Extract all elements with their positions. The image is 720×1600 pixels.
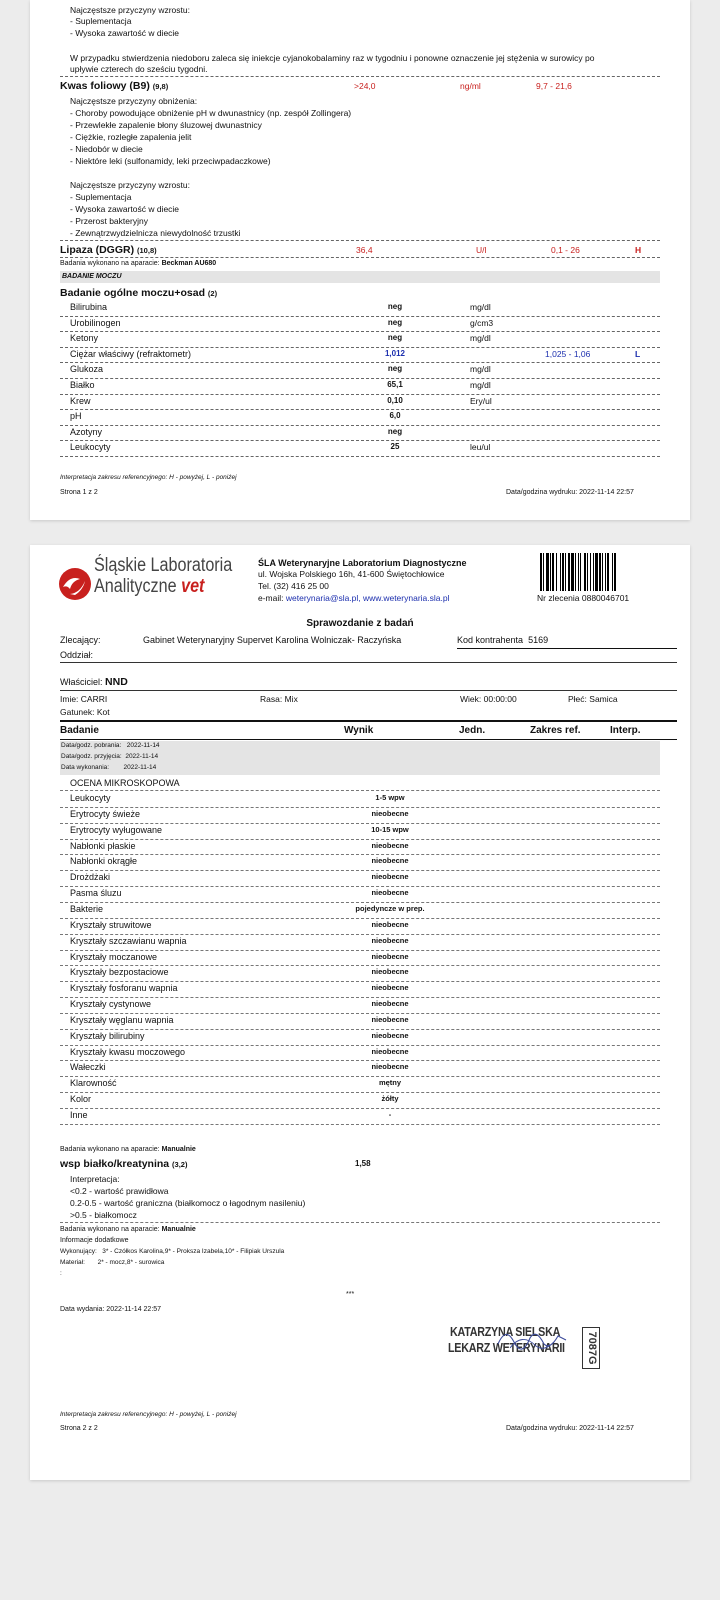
urine-row-name: Glukoza [70,364,104,375]
department-label: Oddział: [60,650,94,660]
footer-legend: Interpretacja zakresu referencyjnego: H - powyżej, L - poniżej [60,1411,237,1418]
urine-row-unit: leu/ul [470,442,491,453]
barcode-bar [614,553,616,591]
micro-row-name: Erytrocyty świeże [70,808,141,819]
folic-decrease-item: - Choroby powodujące obniżenie pH w dwunastnicy (np. zespół Zollingera) [70,108,352,118]
device-note-2: Badania wykonano na aparacie: Manualnie [60,1226,196,1233]
row-divider [60,425,660,426]
row-divider [60,997,660,998]
urine-row-name: Białko [70,380,95,390]
print-date: Data/godzina wydruku: 2022-11-14 22:57 [506,1425,634,1432]
row-divider [60,1076,660,1077]
row-divider [60,1045,660,1046]
barcode-bar [590,553,591,591]
interp-line: <0.2 - wartość prawidłowa [70,1186,169,1196]
urine-row-name: Leukocyty [70,442,111,453]
micro-row-value: nieobecne [371,1046,409,1056]
date-collected: Data/godz. pobrania: 2022-11-14 [61,742,160,749]
urine-row-name: Ketony [70,333,99,344]
urine-row-unit: mg/dl [470,333,491,344]
date-received: Data/godz. przyjęcia: 2022-11-14 [61,753,159,760]
folic-increase-item: - Suplementacja [70,192,132,202]
barcode-bar [556,553,557,591]
row-divider [60,362,660,363]
micro-row-name: Kryształy bezpostaciowe [70,967,169,978]
date-performed: Data wykonania: 2022-11-14 [61,764,157,771]
row-divider [60,854,660,855]
micro-row-value: 10-15 wpw [371,824,409,834]
urine-row-value: 6,0 [389,411,401,421]
lipase-value: 36,4 [356,245,373,255]
micro-row-name: Kryształy struwitowe [70,919,152,930]
row-divider [60,823,660,824]
urine-row-value: 0,10 [387,395,403,405]
row-divider [60,1029,660,1030]
micro-row-name: Klarowność [70,1078,117,1089]
row-divider [60,240,660,241]
stamp-number: 7087G [586,1331,598,1365]
stamp-name: KATARZYNA SIELSKA [450,1325,561,1339]
micro-row-name: Drożdżaki [70,872,111,883]
micro-row-value: mętny [378,1078,402,1088]
urine-row-value: neg [387,364,403,374]
row-divider [60,456,660,457]
row-divider [60,378,660,379]
row-divider [60,839,660,840]
device-note: Badania wykonano na aparacie: Manualnie [60,1146,196,1153]
urine-row-name: pH [70,411,82,422]
micro-row-name: Kryształy fosforanu wapnia [70,983,178,994]
lab-phone: Tel. (32) 416 25 00 [258,581,329,591]
folic-increase-item: - Przerost bakteryjny [70,216,148,226]
micro-row-value: żółty [381,1094,399,1104]
micro-row-name: Nabłonki płaskie [70,840,136,851]
barcode-bar [595,553,598,591]
row-divider [60,790,660,791]
urine-row-value: neg [387,302,403,311]
row-divider [60,409,660,410]
folic-acid-name: Kwas foliowy (B9) (9,8) [60,80,169,92]
row-divider [60,1124,660,1125]
b12-increase-item: - Wysoka zawartość w diecie [70,28,180,38]
barcode-bar [584,553,586,591]
micro-row-name: Erytrocyty wyługowane [70,824,163,835]
micro-row-name: Kryształy moczanowe [70,951,158,962]
contractor-code: Kod kontrahenta 5169 [457,635,549,645]
micro-row-value: nieobecne [371,840,409,850]
micro-row-name: Leukocyty [70,793,111,803]
barcode-bar [571,553,574,591]
header-divider [60,662,677,663]
micro-row-name: Kryształy cystynowe [70,999,152,1010]
col-header-range: Zakres ref. [530,725,581,736]
page-number: Strona 2 z 2 [60,1425,98,1432]
micro-row-value: nieobecne [371,1014,409,1024]
micro-row-value: nieobecne [371,935,409,945]
b12-note-line: W przypadku stwierdzenia niedoboru zaleca się iniekcje cyjanokobalaminy raz w tygodniu i ponowne oznaczenie jej stężenia w surowicy po [70,53,595,63]
col-header-unit: Jedn. [459,725,486,736]
row-divider [60,1013,660,1014]
micro-row-name: Bakterie [70,903,104,914]
folic-decrease-item: - Ciężkie, rozległe zapalenia jelit [70,132,192,142]
urine-row-value: 1,012 [384,348,406,358]
footer-legend: Interpretacja zakresu referencyjnego: H - powyżej, L - poniżej [60,474,237,481]
extra-info: Informacje dodatkowe [60,1237,129,1244]
row-divider [60,981,660,982]
b12-note-line: upływie czterech do sześciu tygodni. [70,64,208,74]
row-divider [60,347,660,348]
barcode-bar [599,553,601,591]
barcode-bar [602,553,603,591]
micro-row-name: Kryształy kwasu moczowego [70,1046,186,1057]
stamp-title: LEKARZ WETERYNARII [448,1341,565,1355]
micro-row-value: nieobecne [371,1030,409,1040]
micro-row-value: nieobecne [371,856,409,866]
col-header-result: Wynik [344,725,374,736]
micro-row-value: - [388,1110,392,1119]
micro-row-value: nieobecne [371,999,409,1009]
material: Materiał: 2* - mocz,8* - surowica [60,1259,165,1266]
row-divider [60,1222,660,1223]
urine-test-title: Badanie ogólne moczu+osad (2) [60,287,218,299]
barcode-bar [612,553,613,591]
lipase-name: Lipaza (DGGR) (10,8) [60,244,157,256]
patient-age: Wiek: 00:00:00 [460,694,517,704]
micro-row-name: Wałeczki [70,1062,106,1073]
urine-row-value: 65,1 [387,380,403,389]
barcode-bar [540,553,542,591]
barcode-bar [578,553,579,591]
patient-breed: Rasa: Mix [260,694,298,704]
micro-section-title: OCENA MIKROSKOPOWA [70,778,180,788]
patient-name: Imie: CARRI [60,694,108,704]
row-divider [60,76,660,77]
urine-row-unit: Ery/ul [470,395,492,406]
row-divider [60,1060,660,1061]
lab-name: ŚLA Weterynaryjne Laboratorium Diagnostyczne [258,558,467,568]
micro-row-value: nieobecne [371,983,409,993]
micro-row-value: nieobecne [371,951,409,961]
lab-email-links[interactable]: weterynaria@sla.pl, www.weterynaria.sla.pl [285,593,450,603]
lipase-unit: U/l [476,245,487,255]
order-number: Nr zlecenia 0880046701 [537,593,630,603]
barcode-icon [540,553,640,591]
lab-address: ul. Wojska Polskiego 16h, 41-600 Świętochłowice [258,569,445,579]
upc-name: wsp białko/kreatynina (3,2) [60,1158,188,1170]
urine-row-value: neg [387,426,403,436]
urine-row-value: 25 [390,442,400,452]
logo-text-line2: Analityczne vet [94,576,205,597]
stamp-number-box [582,1327,600,1369]
row-divider [60,394,660,395]
folic-acid-ref: 9,7 - 21,6 [536,81,572,91]
folic-increase-item: - Zewnątrzwydzielnicza niewydolność trzustki [70,228,241,238]
micro-row-name: Kryształy szczawianu wapnia [70,935,187,946]
table-top-rule [60,720,677,722]
folic-increase-item: - Wysoka zawartość w diecie [70,204,180,214]
logo-vet: vet [181,576,205,597]
interp-line: >0.5 - białkomocz [70,1210,137,1220]
urine-row-name: Bilirubina [70,302,108,312]
lipase-ref: 0,1 - 26 [551,245,580,255]
requester-label: Zlecający: [60,635,101,645]
b12-increase-header: Najczęstsze przyczyny wzrostu: [70,5,190,15]
header-rule [60,739,677,740]
micro-row-name: Kryształy bilirubiny [70,1030,145,1041]
report-page-1 [30,0,690,520]
print-date: Data/godzina wydruku: 2022-11-14 22:57 [506,489,634,496]
row-divider [60,870,660,871]
row-divider [60,934,660,935]
folic-acid-unit: ng/ml [460,81,481,91]
report-title: Sprawozdanie z badań [306,618,414,629]
lab-logo-icon [58,567,92,601]
barcode-bar [543,553,544,591]
row-divider [60,440,660,441]
barcode-bar [546,553,549,591]
urine-row-unit: mg/dl [470,364,491,375]
upc-value: 1,58 [355,1159,371,1168]
barcode-bar [562,553,564,591]
issue-date: Data wydania: 2022-11-14 22:57 [60,1306,162,1313]
micro-row-name: Nabłonki okrągłe [70,856,138,867]
urine-row-value: neg [387,317,403,327]
requester-value: Gabinet Weterynaryjny Supervet Karolina Wolniczak- Raczyńska [143,635,402,645]
barcode-bar [568,553,570,591]
col-header-test: Badanie [60,725,99,736]
micro-row-value: nieobecne [371,967,409,977]
lab-email: e-mail: weterynaria@sla.pl, www.weterynaria.sla.pl [258,593,450,603]
barcode-bar [580,553,581,591]
row-divider [60,886,660,887]
b12-increase-item: - Suplementacja [70,16,132,26]
folic-decrease-header: Najczęstsze przyczyny obniżenia: [70,96,198,106]
page-number: Strona 1 z 2 [60,489,98,496]
section-band [60,271,660,283]
folic-decrease-item: - Niedobór w diecie [70,144,143,154]
urine-row-name: Urobilinogen [70,317,121,328]
row-divider [60,918,660,919]
performers: Wykonujący: 3* - Czółkos Karolina,9* - Proksza Izabela,10* - Filipiak Urszula [60,1248,285,1255]
folic-decrease-item: - Przewlekłe zapalenie błony śluzowej dwunastnicy [70,120,262,130]
contractor-underline [457,648,677,649]
urine-row-unit: mg/dl [470,380,491,390]
interp-title: Interpretacja: [70,1174,120,1184]
micro-row-value: nieobecne [371,919,409,929]
signature-icon [492,1322,572,1356]
folic-decrease-item: - Niektóre leki (sulfonamidy, leki przeciwpadaczkowe) [70,156,271,166]
row-divider [60,1092,660,1093]
micro-row-value: nieobecne [371,808,409,818]
lipase-interp-flag: H [635,245,642,255]
barcode-bar [560,553,561,591]
patient-species: Gatunek: Kot [60,707,110,717]
row-divider [60,257,660,258]
micro-row-name: Inne [70,1110,88,1120]
barcode-bar [552,553,554,591]
micro-row-name: Kryształy węglanu wapnia [70,1014,174,1025]
urine-row-name: Azotyny [70,426,103,437]
folic-increase-header: Najczęstsze przyczyny wzrostu: [70,180,190,190]
owner-divider [60,690,677,691]
logo-text-line1: Śląskie Laboratoria [94,555,233,576]
barcode-bar [607,553,609,591]
barcode-bar [550,553,551,591]
barcode-bar [565,553,566,591]
device-note: Badania wykonano na aparacie: Beckman AU680 [60,260,217,267]
micro-row-value: nieobecne [371,888,409,898]
folic-acid-value: >24,0 [354,81,376,91]
barcode-bar [575,553,576,591]
section-label: BADANIE MOCZU [62,273,122,280]
row-divider [60,331,660,332]
micro-row-name: Pasma śluzu [70,888,122,899]
row-divider [60,1108,660,1109]
urine-row-name: Krew [70,395,91,406]
urine-row-unit: mg/dl [470,302,491,312]
urine-row-unit: g/cm3 [470,317,494,328]
barcode-bar [593,553,594,591]
row-divider [60,316,660,317]
patient-sex: Płeć: Samica [568,694,618,704]
urine-row-name: Ciężar właściwy (refraktometr) [70,348,192,359]
separator-colon: : [60,1270,62,1277]
row-divider [60,950,660,951]
barcode-bar [605,553,606,591]
row-divider [60,965,660,966]
urine-row-interp-flag: L [635,348,641,359]
barcode-bar [587,553,588,591]
row-divider [60,902,660,903]
col-header-interp: Interp. [610,725,641,736]
owner: Właściciel: NND [60,676,128,688]
urine-row-ref: 1,025 - 1,06 [545,348,591,359]
micro-row-name: Kolor [70,1094,92,1105]
stars-separator: *** [346,1291,355,1298]
report-page-2 [30,545,690,1480]
micro-row-value: nieobecne [371,1062,409,1072]
micro-row-value: nieobecne [371,872,409,882]
micro-row-value: pojedyncze w prep. [355,903,425,913]
interp-line: 0.2-0.5 - wartość graniczna (białkomocz o łagodnym nasileniu) [70,1198,306,1208]
row-divider [60,807,660,808]
urine-row-value: neg [387,333,403,343]
micro-row-value: 1-5 wpw [375,793,405,802]
